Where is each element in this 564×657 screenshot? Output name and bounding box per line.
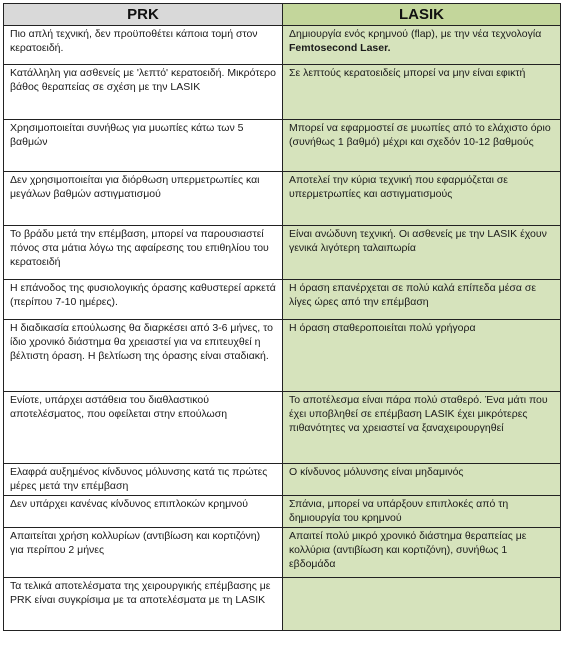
prk-cell: Το βράδυ μετά την επέμβαση, μπορεί να παρουσιαστεί πόνος στα μάτια λόγω της αφαίρεσης του επιθηλίου του κερατοειδή: [4, 226, 283, 280]
lasik-cell: Αποτελεί την κύρια τεχνική που εφαρμόζεται σε υπερμετρωπίες και αστιγματισμούς: [283, 172, 561, 226]
table-row: [4, 120, 561, 172]
prk-cell: Η διαδικασία επούλωσης θα διαρκέσει από 3-6 μήνες, το ίδιο χρονικό διάστημα θα χρειαστεί για να επιτευχθεί η βέλτιστη όραση. Η βελτίωση της όρασης είναι σταδιακή.: [4, 320, 283, 392]
lasik-cell: Σπάνια, μπορεί να υπάρξουν επιπλοκές από τη δημιουργία του κρημνού: [283, 496, 561, 528]
lasik-cell: Το αποτέλεσμα είναι πάρα πολύ σταθερό. Ένα μάτι που έχει υποβληθεί σε επέμβαση LASIK έχει μικρότερες πιθανότητες να χρειαστεί να ξαναχειρουργηθεί: [283, 392, 561, 464]
lasik-cell: Είναι ανώδυνη τεχνική. Οι ασθενείς με την LASIK έχουν γενικά λιγότερη ταλαιπωρία: [283, 226, 561, 280]
table-row: [4, 392, 561, 464]
lasik-cell-emphasis: Femtosecond Laser.: [289, 41, 391, 54]
table-row: [4, 528, 561, 578]
prk-cell: Ενίοτε, υπάρχει αστάθεια του διαθλαστικού αποτελέσματος, που οφείλεται στην επούλωση: [4, 392, 283, 464]
header-row: [4, 4, 561, 26]
table-row: [4, 226, 561, 280]
comparison-table: [3, 3, 561, 631]
table-row: [4, 496, 561, 528]
lasik-cell-text: Δημιουργία ενός κρημνού (flap), με την νέα τεχνολογία: [289, 28, 542, 40]
prk-cell: Κατάλληλη για ασθενείς με 'λεπτό' κερατοειδή. Μικρότερο βάθος θεραπείας σε σχέση με την LASIK: [4, 65, 283, 120]
lasik-cell: [283, 578, 561, 631]
lasik-cell: Σε λεπτούς κερατοειδείς μπορεί να μην είναι εφικτή: [283, 65, 561, 120]
header-lasik: LASIK: [283, 4, 561, 26]
prk-cell: Χρησιμοποιείται συνήθως για μυωπίες κάτω των 5 βαθμών: [4, 120, 283, 172]
prk-cell: Ελαφρά αυξημένος κίνδυνος μόλυνσης κατά τις πρώτες μέρες μετά την επέμβαση: [4, 464, 283, 496]
prk-cell: Πιο απλή τεχνική, δεν προϋποθέτει κάποια τομή στον κερατοειδή.: [4, 26, 283, 65]
table-row: [4, 320, 561, 392]
table-row: [4, 464, 561, 496]
lasik-cell: Μπορεί να εφαρμοστεί σε μυωπίες από το ελάχιστο όριο (συνήθως 1 βαθμό) μέχρι και σχεδόν 10-12 βαθμούς: [283, 120, 561, 172]
header-prk: PRK: [4, 4, 283, 26]
lasik-cell: Απαιτεί πολύ μικρό χρονικό διάστημα θεραπείας με κολλύρια (αντιβίωση και κορτιζόνη), συνήθως 1 εβδομάδα: [283, 528, 561, 578]
lasik-cell: Η όραση σταθεροποιείται πολύ γρήγορα: [283, 320, 561, 392]
table-row: [4, 172, 561, 226]
prk-cell: Απαιτείται χρήση κολλυρίων (αντιβίωση και κορτιζόνη) για περίπου 2 μήνες: [4, 528, 283, 578]
table-row: [4, 65, 561, 120]
prk-cell: Η επάνοδος της φυσιολογικής όρασης καθυστερεί αρκετά (περίπου 7-10 ημέρες).: [4, 280, 283, 320]
table-row: [4, 578, 561, 631]
prk-cell: Δεν υπάρχει κανένας κίνδυνος επιπλοκών κρημνού: [4, 496, 283, 528]
lasik-cell: Ο κίνδυνος μόλυνσης είναι μηδαμινός: [283, 464, 561, 496]
lasik-cell: [283, 26, 561, 65]
table-row: [4, 26, 561, 65]
table-row: [4, 280, 561, 320]
prk-cell: Τα τελικά αποτελέσματα της χειρουργικής επέμβασης με PRK είναι συγκρίσιμα με τα αποτελέσματα με τη LASIK: [4, 578, 283, 631]
prk-cell: Δεν χρησιμοποιείται για διόρθωση υπερμετρωπίες και μεγάλων βαθμών αστιγματισμού: [4, 172, 283, 226]
lasik-cell: Η όραση επανέρχεται σε πολύ καλά επίπεδα μέσα σε λίγες ώρες από την επέμβαση: [283, 280, 561, 320]
